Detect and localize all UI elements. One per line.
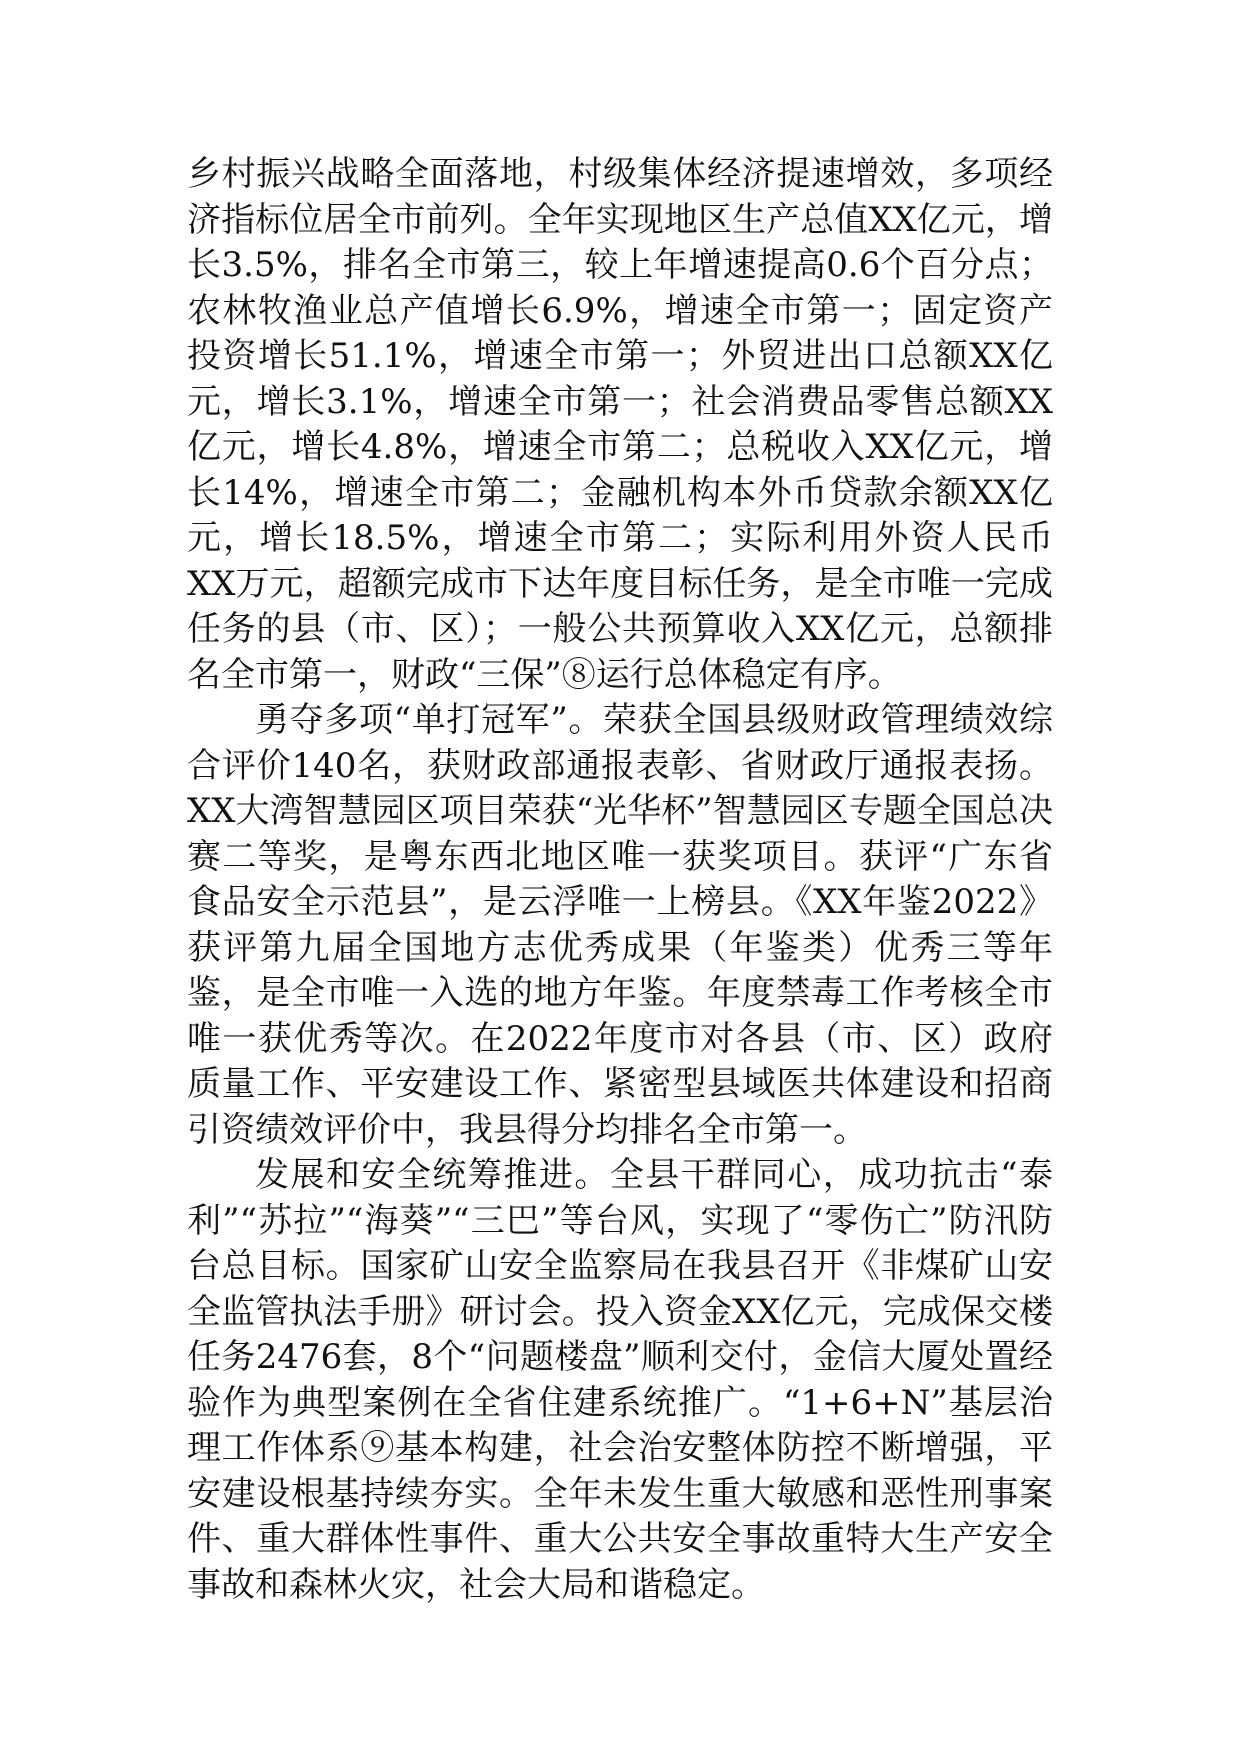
paragraph-single-champions: 勇夺多项“单打冠军”。荣获全国县级财政管理绩效综合评价140名，获财政部通报表彰、省财政厅通报表扬。XX大湾智慧园区项目荣获“光华杯”智慧园区专题全国总决赛二等奖，是粤东西北地区唯一获奖项目。获评“广东省食品安全示范县”，是云浮唯一上榜县。《XX年鉴2022》获评第九届全国地方志优秀成果（年鉴类）优秀三等年鉴，是全市唯一入选的地方年鉴。年度禁毒工作考核全市唯一获优秀等次。在2022年度市对各县（市、区）政府质量工作、平安建设工作、紧密型县域医共体建设和招商引资绩效评价中，我县得分均排名全市第一。 [187, 700, 1053, 1150]
paragraph-development-and-security: 发展和安全统筹推进。全县干群同心，成功抗击“泰利”“苏拉”“海葵”“三巴”等台风，实现了“零伤亡”防汛防台总目标。国家矿山安全监察局在我县召开《非煤矿山安全监管执法手册》研讨会。投入资金XX亿元，完成保交楼任务2476套，8个“问题楼盘”顺利交付，金信大厦处置经验作为典型案例在全省住建系统推广。“1+6+N”基层治理工作体系⑨基本构建，社会治安整体防控不断增强，平安建设根基持续夯实。全年未发生重大敏感和恶性刑事案件、重大群体性事件、重大公共安全事故重特大生产安全事故和森林火灾，社会大局和谐稳定。 [187, 1155, 1053, 1605]
body-text [187, 152, 1053, 1608]
paragraph-economic-indicators: 乡村振兴战略全面落地，村级集体经济提速增效，多项经济指标位居全市前列。全年实现地区生产总值XX亿元，增长3.5%，排名全市第三，较上年增速提高0.6个百分点；农林牧渔业总产值增长6.9%，增速全市第一；固定资产投资增长51.1%，增速全市第一；外贸进出口总额XX亿元，增长3.1%，增速全市第一；社会消费品零售总额XX亿元，增长4.8%，增速全市第二；总税收入XX亿元，增长14%，增速全市第二；金融机构本外币贷款余额XX亿元，增长18.5%，增速全市第二；实际利用外资人民币XX万元，超额完成市下达年度目标任务，是全市唯一完成任务的县（市、区）；一般公共预算收入XX亿元，总额排名全市第一，财政“三保”⑧运行总体稳定有序。 [187, 154, 1053, 695]
